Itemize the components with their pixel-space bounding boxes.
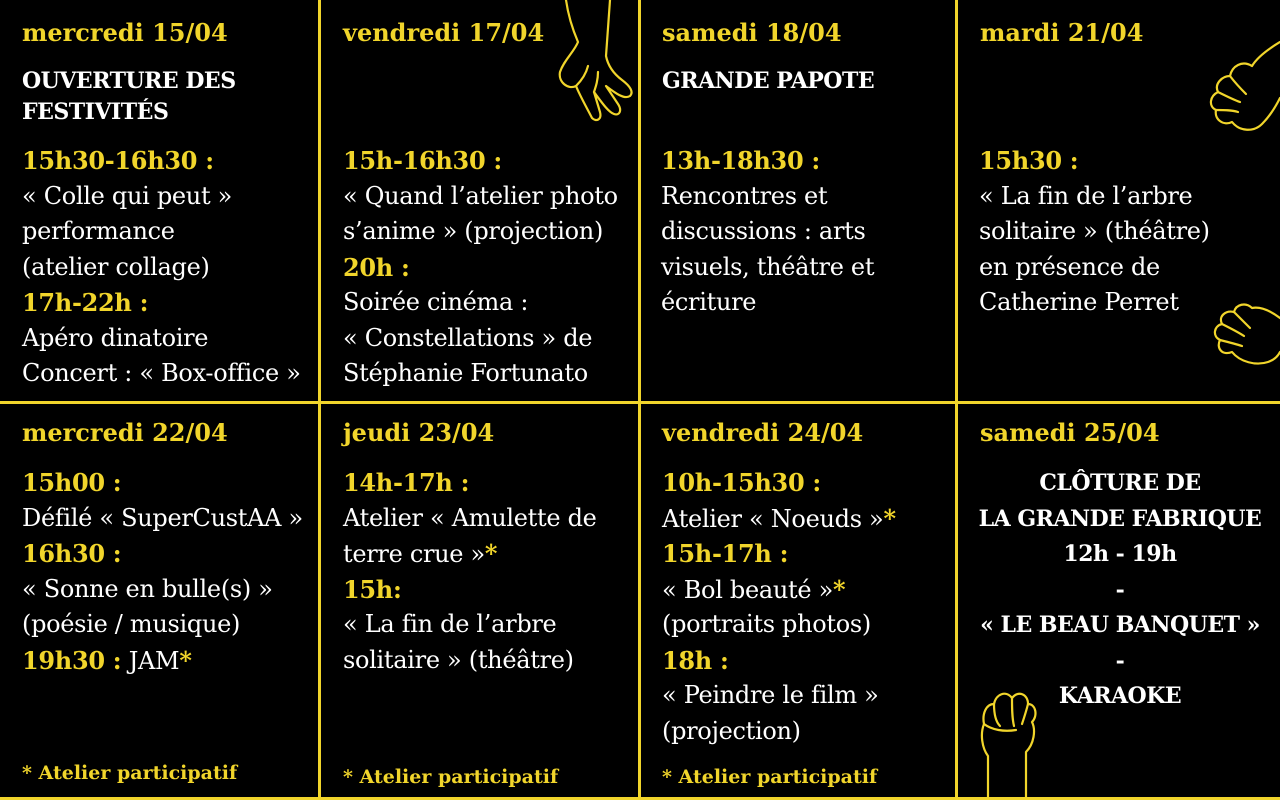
day-cell-mercredi-15 [0, 0, 318, 401]
time-label: 20h : [343, 252, 410, 282]
day-program [661, 143, 874, 321]
time-slot [22, 285, 301, 321]
program-line [343, 285, 618, 321]
program-text: (atelier collage) [22, 252, 210, 281]
day-date: samedi 25/04 [980, 418, 1160, 447]
program-text: s’anime » (projection) [343, 217, 604, 245]
program-text: (portraits photos) [662, 610, 871, 638]
program-line [661, 214, 874, 250]
day-date: samedi 18/04 [662, 18, 842, 47]
program-line [979, 214, 1210, 250]
program-line [662, 607, 896, 643]
time-label: 17h-22h : [22, 288, 149, 317]
time-slot [343, 465, 597, 501]
day-cell-vendredi-24 [641, 404, 955, 797]
participatory-star: * [833, 574, 846, 604]
program-text: Rencontres et [661, 181, 828, 210]
program-line [661, 285, 874, 321]
time-slot [343, 143, 618, 179]
closing-line: - [1115, 647, 1125, 674]
program-text: Atelier « Amulette de [343, 503, 597, 532]
waving-hand-icon [1200, 36, 1280, 136]
program-text: (projection) [662, 716, 801, 745]
day-date: mardi 21/04 [980, 18, 1144, 47]
program-text: JAM [121, 646, 180, 675]
program-line [343, 214, 618, 250]
program-line [343, 607, 597, 643]
program-line [661, 179, 874, 215]
time-slot [662, 536, 896, 572]
day-program [22, 465, 303, 678]
program-text: Atelier « Noeuds » [662, 504, 884, 533]
program-text: « La fin de l’arbre [343, 610, 557, 638]
time-label: 15h-16h30 : [343, 146, 502, 175]
day-cell-jeudi-23 [321, 404, 638, 797]
day-program [343, 465, 597, 678]
closing-line: 12h - 19h [1063, 541, 1177, 567]
program-text: « Colle qui peut » [22, 181, 233, 210]
day-heading [662, 66, 874, 97]
closing-line: - [1115, 576, 1125, 603]
program-line [662, 572, 896, 608]
time-slot [22, 143, 301, 179]
program-line [979, 250, 1210, 286]
program-line [343, 179, 618, 215]
time-slot [22, 643, 303, 679]
day-program [22, 143, 301, 392]
program-line [22, 214, 301, 250]
program-line [343, 643, 597, 679]
time-slot [343, 250, 618, 286]
program-text: solitaire » (théâtre) [343, 645, 574, 674]
closing-line: LA GRANDE FABRIQUE [978, 505, 1262, 532]
program-text: Catherine Perret [979, 288, 1179, 316]
time-label: 15h-17h : [662, 539, 789, 568]
time-label: 18h : [662, 645, 729, 675]
time-label: 15h00 : [22, 468, 122, 497]
participatory-note: * Atelier participatif [22, 762, 238, 784]
time-label: 14h-17h : [343, 468, 470, 497]
program-text: visuels, théâtre et [661, 252, 875, 281]
program-text: discussions : arts [661, 217, 866, 245]
time-slot [343, 572, 597, 608]
heading-line: OUVERTURE DES [22, 68, 236, 94]
program-line [22, 572, 303, 608]
day-cell-samedi-18 [641, 0, 955, 401]
program-text: Défilé « SuperCustAA » [22, 503, 303, 532]
program-text: Stéphanie Fortunato [343, 359, 588, 387]
time-label: 15h: [343, 574, 402, 604]
program-line [662, 678, 896, 714]
time-slot [662, 643, 896, 679]
program-text: « Peindre le film » [662, 681, 879, 709]
time-slot [661, 143, 874, 179]
program-line [343, 501, 597, 537]
program-text: terre crue » [343, 540, 485, 568]
closing-line: « LE BEAU BANQUET » [980, 612, 1260, 638]
closing-line: KARAOKE [1058, 683, 1182, 709]
raised-fist-icon [976, 686, 1040, 800]
participatory-note: * Atelier participatif [343, 766, 559, 788]
program-line [22, 356, 301, 392]
program-text: (poésie / musique) [22, 610, 241, 638]
day-program [662, 465, 896, 749]
time-slot [662, 465, 896, 501]
rock-hand-icon [548, 0, 638, 125]
program-text: en présence de [979, 252, 1160, 281]
program-text: « Sonne en bulle(s) » [22, 574, 273, 603]
program-text: solitaire » (théâtre) [979, 217, 1210, 245]
day-cell-mercredi-22 [0, 404, 318, 797]
open-hand-icon [1210, 296, 1280, 376]
program-text: Concert : « Box-office » [22, 359, 301, 387]
program-text: Soirée cinéma : [343, 288, 529, 316]
program-line [343, 321, 618, 357]
program-line [22, 607, 303, 643]
day-date: vendredi 24/04 [662, 418, 864, 447]
time-label: 10h-15h30 : [662, 468, 821, 497]
program-line [661, 250, 874, 286]
program-line [343, 536, 597, 572]
time-label: 13h-18h30 : [661, 146, 820, 175]
program-text: écriture [661, 288, 757, 316]
program-text: « Bol beauté » [662, 575, 833, 604]
program-line [22, 501, 303, 537]
program-line [343, 356, 618, 392]
program-line [979, 179, 1210, 215]
day-heading [22, 66, 236, 128]
participatory-note: * Atelier participatif [662, 766, 878, 788]
program-line [979, 285, 1210, 321]
participatory-star: * [179, 645, 192, 675]
time-label: 19h30 : [22, 645, 122, 675]
participatory-star: * [484, 539, 498, 568]
program-line [662, 501, 896, 537]
time-slot [22, 536, 303, 572]
day-date: mercredi 15/04 [22, 18, 228, 47]
program-line [662, 714, 896, 750]
time-label: 15h30-16h30 : [22, 146, 214, 175]
program-text: « Quand l’atelier photo [343, 181, 618, 210]
program-text: Apéro dinatoire [22, 323, 209, 352]
day-program [979, 143, 1210, 321]
day-program [343, 143, 618, 392]
time-label: 16h30 : [22, 539, 122, 568]
closing-line: CLÔTURE DE [1039, 470, 1201, 496]
program-text: performance [22, 217, 175, 245]
time-label: 15h30 : [979, 146, 1079, 175]
day-date: mercredi 22/04 [22, 418, 228, 447]
participatory-star: * [883, 503, 896, 533]
closing-announcement [960, 466, 1280, 715]
heading-line: GRANDE PAPOTE [662, 68, 875, 94]
program-line [22, 179, 301, 215]
program-text: « La fin de l’arbre [979, 181, 1193, 210]
program-line [22, 321, 301, 357]
program-text: « Constellations » de [343, 323, 593, 352]
day-date: jeudi 23/04 [343, 418, 495, 447]
time-slot [22, 465, 303, 501]
time-slot [979, 143, 1210, 179]
program-line [22, 250, 301, 286]
heading-line: FESTIVITÉS [22, 99, 169, 125]
day-date: vendredi 17/04 [343, 18, 545, 47]
